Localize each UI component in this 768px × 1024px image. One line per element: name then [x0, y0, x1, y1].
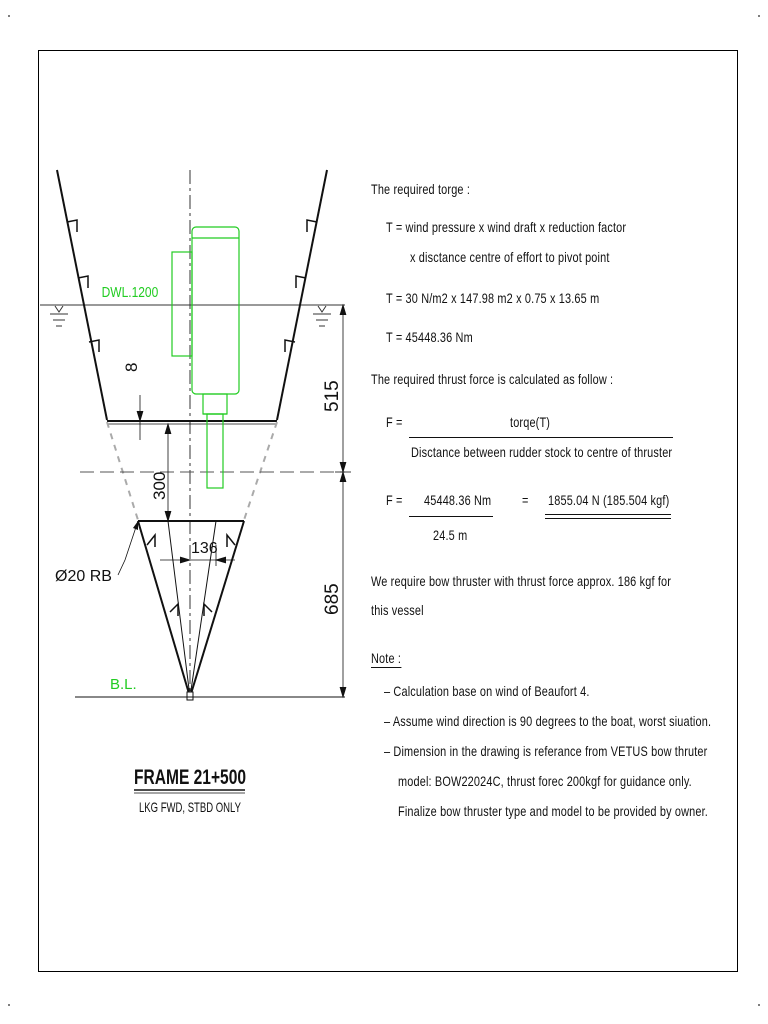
torque-heading: The required torge : [371, 181, 471, 197]
torque-formula-cont: x disctance centre of effort to pivot point [410, 249, 610, 265]
f-denominator-value: 24.5 m [433, 527, 468, 543]
torque-formula: T = wind pressure x wind draft x reduction factor [386, 219, 627, 235]
note-bullet-3: – Dimension in the drawing is referance from VETUS bow thruter [384, 743, 708, 759]
note-heading: Note : [371, 650, 402, 666]
dim-136-label: 136 [191, 540, 218, 557]
torque-values: T = 30 N/m2 x 147.98 m2 x 0.75 x 13.65 m [386, 290, 600, 306]
fraction-bar [409, 437, 673, 438]
fraction-bar-2 [409, 516, 493, 517]
f-denominator: Disctance between rudder stock to centre of thruster [411, 444, 673, 460]
note-bullet-1: – Calculation base on wind of Beaufort 4. [384, 683, 590, 699]
result-underline [545, 514, 671, 515]
note-bullet-3-cont-2: Finalize bow thruster type and model to be provided by owner. [398, 803, 708, 819]
corner-mark [758, 1004, 760, 1006]
f-numerator: torqe(T) [510, 414, 551, 430]
thrust-heading: The required thrust force is calculated as follow : [371, 371, 614, 387]
f-numerator-value: 45448.36 Nm [424, 492, 492, 508]
dim-515-label: 515 [322, 380, 343, 412]
torque-result: T = 45448.36 Nm [386, 329, 473, 345]
dim-300-label: 300 [150, 471, 169, 500]
note-bullet-3-cont: model: BOW22024C, thrust forec 200kgf for guidance only. [398, 773, 692, 789]
note-bullet-2: – Assume wind direction is 90 degrees to the boat, worst siuation. [384, 713, 712, 729]
rb-label: Ø20 RB [55, 568, 112, 585]
dwl-label: DWL.1200 [101, 283, 159, 301]
f-equals: = [522, 492, 529, 508]
frame-subtitle: LKG FWD, STBD ONLY [139, 799, 242, 815]
requirement-line-1: We require bow thruster with thrust force approx. 186 kgf for [371, 573, 672, 589]
corner-mark [8, 15, 10, 17]
dim-8-label: 8 [122, 362, 141, 372]
f-result: 1855.04 N (185.504 kgf) [548, 492, 670, 508]
result-underline-2 [545, 518, 671, 519]
f-equals-sign-2: F = [386, 492, 403, 508]
corner-mark [8, 1004, 10, 1006]
f-equals-sign: F = [386, 414, 403, 430]
requirement-line-2: this vessel [371, 602, 424, 618]
dim-685-label: 685 [322, 583, 343, 615]
corner-mark [758, 15, 760, 17]
frame-title: FRAME 21+500 [134, 766, 246, 789]
bl-label: B.L. [110, 676, 137, 693]
